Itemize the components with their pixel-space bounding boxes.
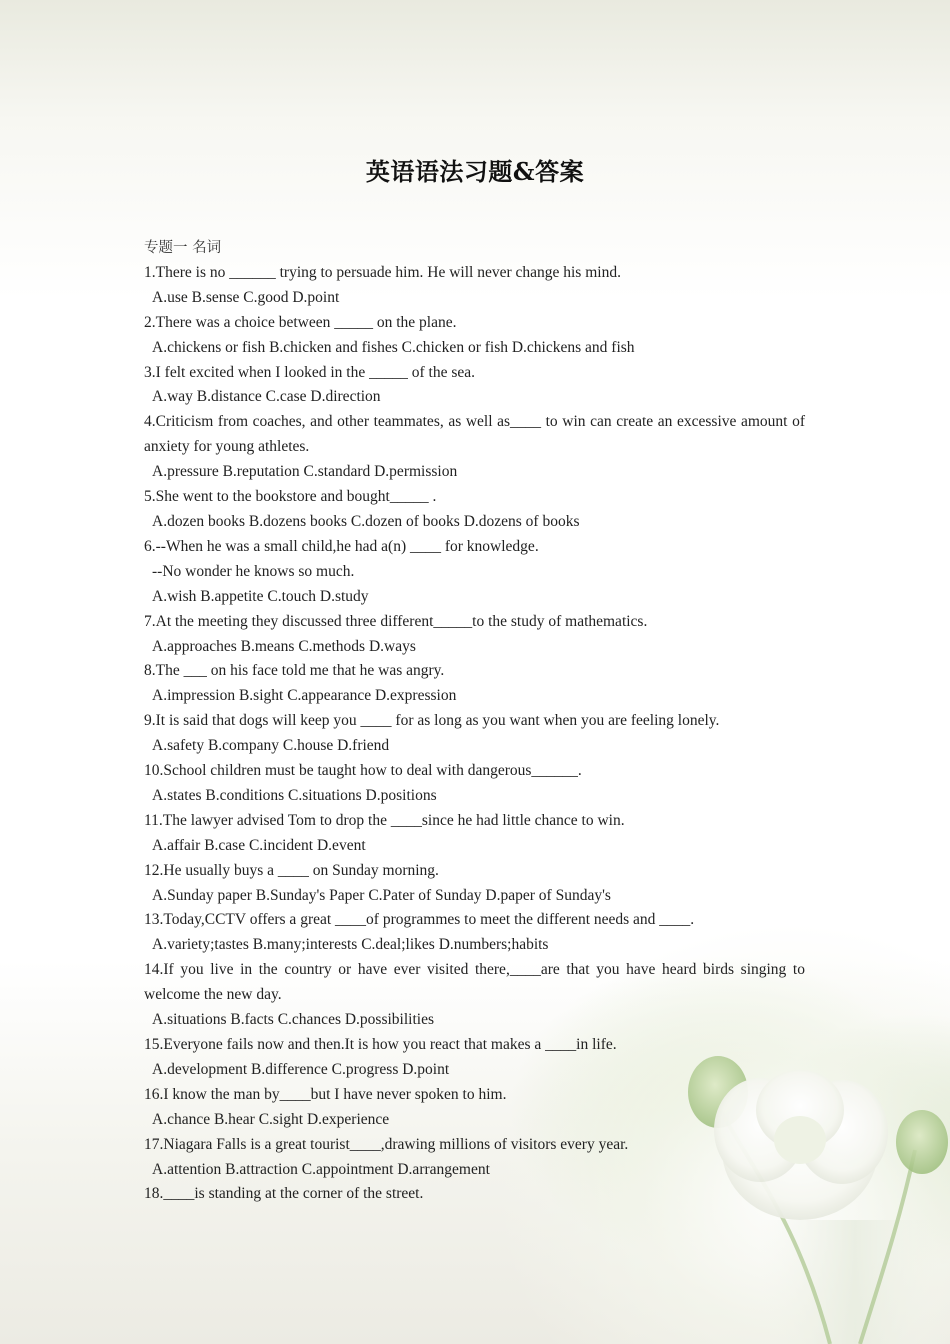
question-line: 12.He usually buys a ____ on Sunday morning. xyxy=(144,861,439,879)
answer-options-line: A.safety B.company C.house D.friend xyxy=(152,737,390,755)
question-line: 6.--When he was a small child,he had a(n) ____ for knowledge. xyxy=(144,537,539,555)
question-line: 1.There is no ______ trying to persuade him. He will never change his mind. xyxy=(144,263,621,281)
question-line: 15.Everyone fails now and then.It is how you react that makes a ____in life. xyxy=(144,1036,617,1053)
question-line: 7.At the meeting they discussed three different_____to the study of mathematics. xyxy=(144,612,648,630)
document-body xyxy=(144,236,805,1207)
answer-options-line: A.dozen books B.dozens books C.dozen of books D.dozens of books xyxy=(152,512,580,530)
answer-options-line: A.impression B.sight C.appearance D.expression xyxy=(152,687,457,705)
answer-options-line: A.chickens or fish B.chicken and fishes C.chicken or fish D.chickens and fish xyxy=(152,338,635,356)
answer-options-line: A.attention B.attraction C.appointment D.arrangement xyxy=(152,1160,490,1178)
section-heading: 专题一 名词 xyxy=(144,240,222,256)
answer-options-line: A.variety;tastes B.many;interests C.deal;likes D.numbers;habits xyxy=(152,936,549,954)
answer-options-line: A.Sunday paper B.Sunday's Paper C.Pater of Sunday D.paper of Sunday's xyxy=(152,886,611,904)
question-line: 9.It is said that dogs will keep you ____ for as long as you want when you are feeling lonely. xyxy=(144,712,720,730)
answer-options-line: A.development B.difference C.progress D.point xyxy=(152,1060,450,1078)
question-line: 13.Today,CCTV offers a great ____of programmes to meet the different needs and ____. xyxy=(144,911,695,929)
question-line: 8.The ___ on his face told me that he was angry. xyxy=(144,662,445,680)
answer-options-line: A.approaches B.means C.methods D.ways xyxy=(152,637,416,655)
answer-options-line: A.chance B.hear C.sight D.experience xyxy=(152,1110,390,1128)
answer-options-line: A.affair B.case C.incident D.event xyxy=(152,836,366,854)
question-line: 11.The lawyer advised Tom to drop the ____since he had little chance to win. xyxy=(144,811,625,829)
question-line: 17.Niagara Falls is a great tourist____,drawing millions of visitors every year. xyxy=(144,1135,629,1153)
answer-options-line: --No wonder he knows so much. xyxy=(152,562,355,580)
answer-options-line: A.states B.conditions C.situations D.positions xyxy=(152,786,437,804)
answer-options-line: A.pressure B.reputation C.standard D.permission xyxy=(152,463,458,481)
question-line: 18.____is standing at the corner of the street. xyxy=(144,1185,424,1203)
question-line: 5.She went to the bookstore and bought_____ . xyxy=(144,488,437,506)
answer-options-line: A.way B.distance C.case D.direction xyxy=(152,388,381,406)
question-line: 16.I know the man by____but I have never spoken to him. xyxy=(144,1085,507,1103)
question-line: 2.There was a choice between _____ on the plane. xyxy=(144,313,457,331)
answer-options-line: A.wish B.appetite C.touch D.study xyxy=(152,587,369,605)
answer-options-line: A.use B.sense C.good D.point xyxy=(152,288,340,306)
question-line: 3.I felt excited when I looked in the _____ of the sea. xyxy=(144,363,475,381)
document-title: 英语语法习题&答案 xyxy=(365,157,585,186)
question-line: 4.Criticism from coaches, and other teammates, as well as____ to win can create an excessive amount of anxiety for young athletes. xyxy=(144,413,805,456)
question-line: 10.School children must be taught how to deal with dangerous______. xyxy=(144,762,582,780)
question-line: 14.If you live in the country or have ever visited there,____are that you have heard birds singing to welcome the new day. xyxy=(144,961,805,1004)
answer-options-line: A.situations B.facts C.chances D.possibilities xyxy=(152,1011,434,1029)
